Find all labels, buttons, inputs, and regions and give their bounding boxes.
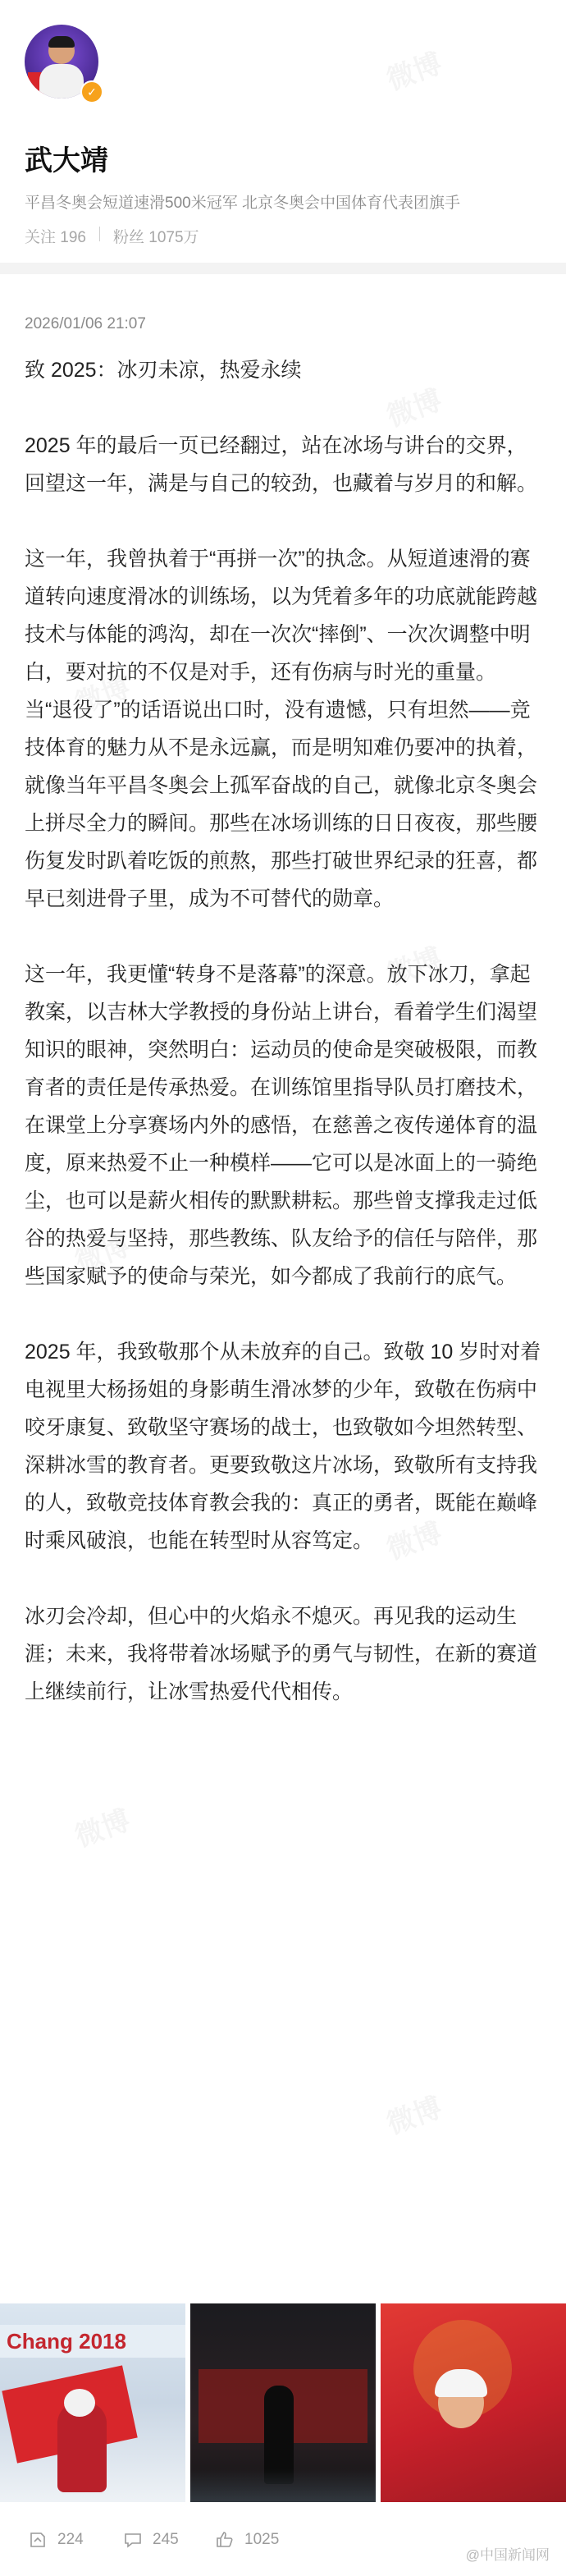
comment-button[interactable]: [123, 2530, 179, 2550]
following-count[interactable]: 关注 196: [25, 229, 86, 246]
post-image-skater-flag[interactable]: [0, 2303, 185, 2502]
watermark-weibo: [381, 41, 447, 98]
comment-count: 245: [153, 2531, 179, 2548]
comment-icon: [123, 2530, 143, 2550]
post-paragraph: 冰刃会冷却，但心中的火焰永不熄灭。再见我的运动生涯；未来，我将带着冰场赋予的勇气与韧性，在新的赛道上继续前行，让冰雪热爱代代相传。: [25, 1605, 538, 1703]
post-paragraph: 2025 年，我致敬那个从未放弃的自己。致敬 10 岁时对着电视里大杨扬姐的身影萌生滑冰梦的少年，致敬在伤病中咬牙康复、致敬坚守赛场的战士，也致敬如今坦然转型、深耕冰雪的教育者。更要致敬这片冰场，致敬所有支持我的人，致敬竞技体育教会我的：真正的勇者，既能在巅峰时乘风破浪，也能在转型时从容笃定。: [25, 1341, 541, 1552]
watermark-weibo: [381, 2085, 447, 2142]
post-image-celebration[interactable]: [381, 2303, 566, 2502]
post-title: 致 2025：冰刃未凉，热爱永续: [25, 359, 302, 382]
post-image-grid: [0, 2303, 566, 2502]
repost-button[interactable]: [28, 2530, 84, 2550]
post-image-exhibition[interactable]: [190, 2303, 376, 2502]
profile-name[interactable]: 武大靖: [25, 145, 108, 176]
like-button[interactable]: [215, 2530, 279, 2550]
post-paragraph: 2025 年的最后一页已经翻过，站在冰场与讲台的交界，回望这一年，满是与自己的较劲，也藏着与岁月的和解。: [25, 434, 538, 495]
followers-count[interactable]: 粉丝 1075万: [112, 229, 199, 246]
image-floor: [190, 2469, 376, 2502]
thumbs-up-icon: [215, 2530, 235, 2550]
post-body: [25, 351, 541, 1749]
post-paragraph: 这一年，我更懂“转身不是落幕”的深意。放下冰刀，拿起教案，以吉林大学教授的身份站上讲台，看着学生们渴望知识的眼神，突然明白：运动员的使命是突破极限，而教育者的责任是传承热爱。在训练馆里指导队员打磨技术，在课堂上分享赛场内外的感悟，在慈善之夜传递体育的温度，原来热爱不止一种模样——它可以是冰面上的一骑绝尘，也可以是薪火相传的默默耕耘。那些曾支撑我走过低谷的热爱与坚持，那些教练、队友给予的信任与陪伴，那些国家赋予的使命与荣光，如今都成了我前行的底气。: [25, 963, 538, 1288]
watermark-weibo: [69, 1798, 135, 1854]
profile-stats: [25, 225, 199, 247]
image-banner-text: Chang 2018: [0, 2325, 185, 2358]
section-divider: [0, 263, 566, 274]
verified-badge-icon: ✓: [80, 80, 103, 103]
avatar-hair: [48, 36, 75, 48]
stats-divider: [99, 227, 100, 241]
source-watermark: @中国新闻网: [465, 2547, 550, 2563]
profile-bio: 平昌冬奥会短道速滑500米冠军 北京冬奥会中国体育代表团旗手: [25, 195, 460, 212]
like-count: 1025: [244, 2531, 280, 2548]
post-paragraph: 这一年，我曾执着于“再拼一次”的执念。从短道速滑的赛道转向速度滑冰的训练场，以为凭着多年的功底就能跨越技术与体能的鸿沟，却在一次次“摔倒”、一次次调整中明白，要对抗的不仅是对手，还有伤病与时光的重量。当“退役了”的话语说出口时，没有遗憾，只有坦然——竞技体育的魅力从不是永远赢，而是明知难仍要冲的执着，就像当年平昌冬奥会上孤军奋战的自己，就像北京冬奥会上拼尽全力的瞬间。那些在冰场训练的日日夜夜，那些腰伤复发时趴着吃饭的煎熬，那些打破世界纪录的狂喜，都早已刻进骨子里，成为不可替代的勋章。: [25, 548, 538, 910]
post-timestamp: 2026/01/06 21:07: [25, 315, 146, 332]
image-helmet: [64, 2389, 95, 2417]
avatar-torso: [39, 64, 84, 99]
repost-icon: [28, 2530, 48, 2550]
repost-count: 224: [57, 2531, 84, 2548]
